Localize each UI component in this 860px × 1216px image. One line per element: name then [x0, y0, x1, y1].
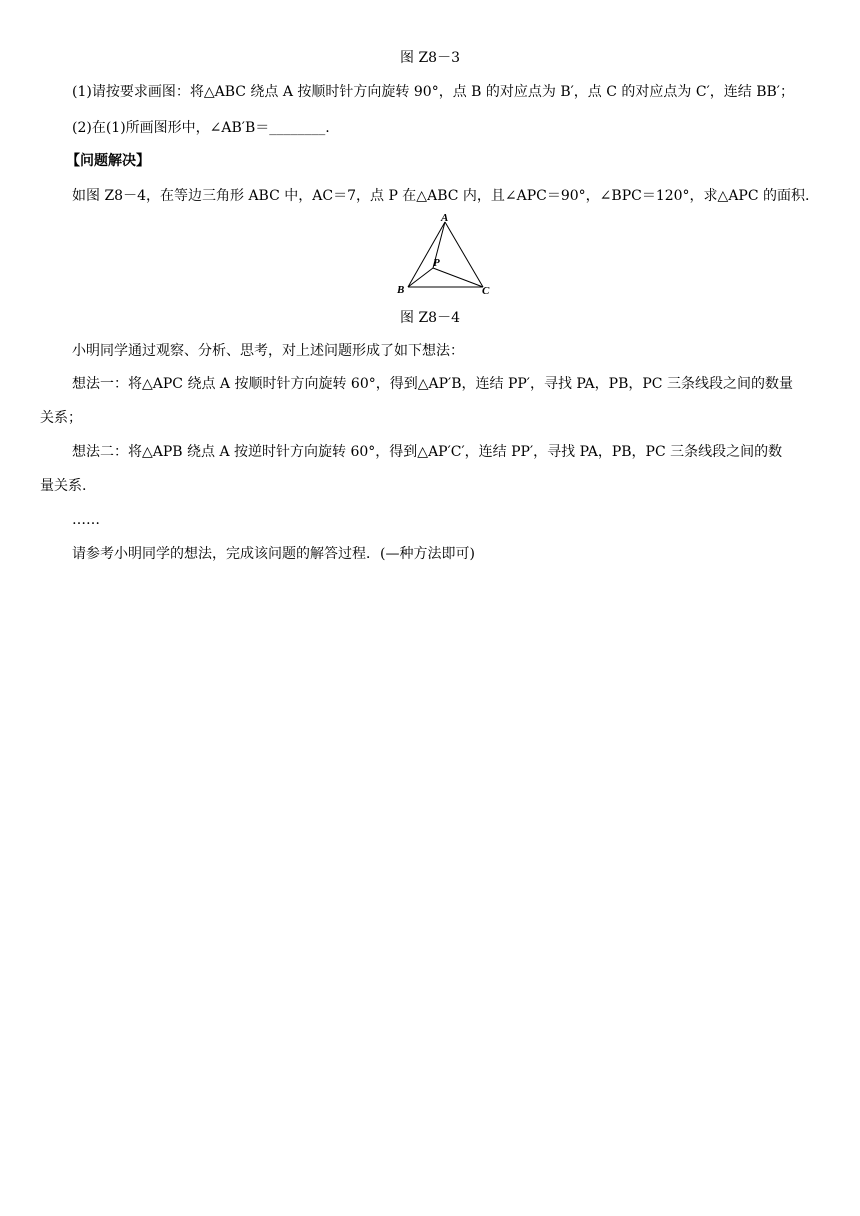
idea-2-line-2: 量关系. — [40, 478, 87, 494]
label-point-c: C — [482, 285, 490, 297]
problem-text: 如图 Z8－4，在等边三角形 ABC 中，AC＝7，点 P 在△ABC 内，且∠APC＝90°，∠BPC＝120°，求△APC 的面积. — [72, 188, 810, 204]
segment-ab — [408, 222, 445, 287]
ellipsis: …… — [72, 512, 100, 528]
part-1-text: (1)请按要求画图：将△ABC 绕点 A 按顺时针方向旋转 90°，点 B 的对应点为 B′，点 C 的对应点为 C′，连结 BB′； — [72, 84, 794, 100]
part-2-text: (2)在(1)所画图形中，∠AB′B＝________. — [72, 120, 330, 136]
figure-z8-4-caption: 图 Z8－4 — [400, 310, 460, 326]
segment-ac — [445, 222, 483, 287]
section-heading-problem-solving: 【问题解决】 — [66, 153, 150, 169]
segment-pc — [433, 268, 483, 287]
instruction-text: 请参考小明同学的想法，完成该问题的解答过程．(—种方法即可) — [72, 546, 475, 562]
label-point-p: P — [433, 257, 440, 269]
intro-text: 小明同学通过观察、分析、思考，对上述问题形成了如下想法： — [72, 343, 464, 359]
label-point-b: B — [397, 284, 405, 296]
idea-1-line-1: 想法一：将△APC 绕点 A 按顺时针方向旋转 60°，得到△AP′B，连结 PP′，寻找 PA，PB，PC 三条线段之间的数量 — [72, 376, 793, 392]
figure-z8-3-caption: 图 Z8－3 — [400, 50, 460, 66]
segment-pb — [408, 268, 433, 287]
idea-1-line-2: 关系； — [40, 410, 82, 426]
label-point-a: A — [441, 212, 449, 224]
figure-z8-4-diagram — [392, 210, 496, 300]
idea-2-line-1: 想法二：将△APB 绕点 A 按逆时针方向旋转 60°，得到△AP′C′，连结 PP′，寻找 PA，PB，PC 三条线段之间的数 — [72, 444, 783, 460]
